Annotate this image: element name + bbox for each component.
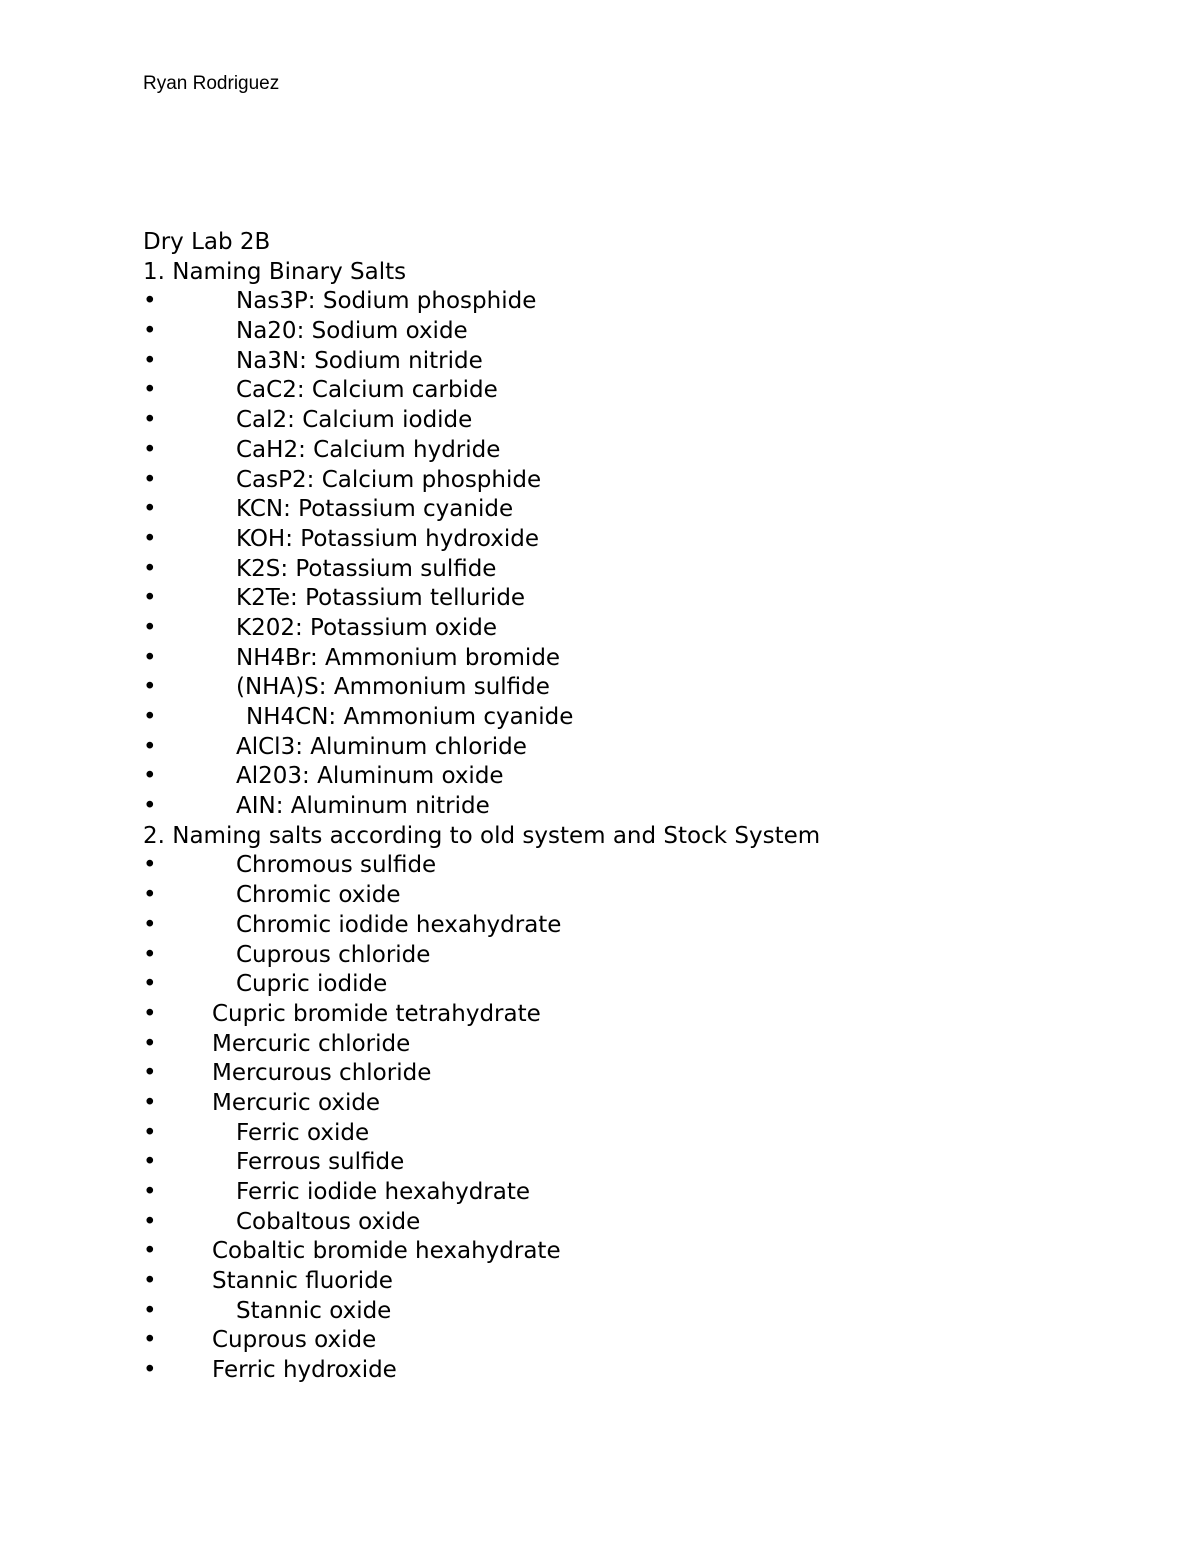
- list-item-text: KOH: Potassium hydroxide: [236, 525, 540, 552]
- list-item-text: K2S: Potassium sulfide: [236, 555, 497, 582]
- list-item-text: Mercurous chloride: [212, 1060, 432, 1087]
- list-item: [143, 1089, 820, 1119]
- list-item: [143, 762, 820, 792]
- list-item-text: Chromous sulfide: [236, 852, 437, 879]
- bullet-icon: •: [143, 614, 157, 641]
- list-item: [143, 436, 820, 466]
- document-title: Dry Lab 2B: [143, 229, 271, 255]
- bullet-icon: •: [143, 793, 157, 820]
- list-item-text: CaH2: Calcium hydride: [236, 436, 501, 463]
- list-item-text: Ferrous sulfide: [236, 1149, 405, 1176]
- list-item-text: Cupric iodide: [236, 971, 388, 998]
- bullet-icon: •: [143, 941, 157, 968]
- bullet-icon: •: [143, 1119, 157, 1146]
- list-item: [143, 495, 820, 525]
- list-item-text: KCN: Potassium cyanide: [236, 496, 514, 523]
- list-item-text: K202: Potassium oxide: [236, 614, 498, 641]
- list-item: [143, 941, 820, 971]
- list-item: [143, 1030, 820, 1060]
- list-item: [143, 1297, 820, 1327]
- bullet-icon: •: [143, 733, 157, 760]
- list-item-text: NH4Br: Ammonium bromide: [236, 644, 561, 671]
- list-item-text: Cuprous chloride: [236, 941, 431, 968]
- bullet-icon: •: [143, 288, 157, 315]
- list-item: [143, 1178, 820, 1208]
- list-item: [143, 584, 820, 614]
- bullet-icon: •: [143, 525, 157, 552]
- list-item: [143, 792, 820, 822]
- list-item-text: Stannic fluoride: [212, 1268, 393, 1295]
- document-body: [143, 228, 820, 1386]
- list-item-text: (NHA)S: Ammonium sulfide: [236, 674, 550, 701]
- list-item-text: Na20: Sodium oxide: [236, 318, 468, 345]
- list-item-text: Cobaltous oxide: [236, 1208, 421, 1235]
- bullet-icon: •: [143, 436, 157, 463]
- bullet-icon: •: [143, 852, 157, 879]
- list-item-text: K2Te: Potassium telluride: [236, 585, 526, 612]
- list-item-text: Ferric hydroxide: [212, 1357, 397, 1384]
- list-item: [143, 287, 820, 317]
- bullet-icon: •: [143, 1268, 157, 1295]
- list-item-text: Stannic oxide: [236, 1297, 392, 1324]
- list-item-text: Cal2: Calcium iodide: [236, 407, 473, 434]
- list-item-text: AlCl3: Aluminum chloride: [236, 733, 527, 760]
- list-item-text: CasP2: Calcium phosphide: [236, 466, 542, 493]
- list-item: [143, 525, 820, 555]
- list-item: [143, 1237, 820, 1267]
- bullet-icon: •: [143, 1208, 157, 1235]
- list-item: [143, 614, 820, 644]
- list-item-text: Nas3P: Sodium phosphide: [236, 288, 537, 315]
- bullet-icon: •: [143, 1089, 157, 1116]
- list-item-text: Na3N: Sodium nitride: [236, 347, 483, 374]
- list-item: [143, 1000, 820, 1030]
- bullet-icon: •: [143, 1297, 157, 1324]
- list-item-text: Chromic iodide hexahydrate: [236, 911, 562, 938]
- list-item-text: Chromic oxide: [236, 882, 401, 909]
- list-item: [143, 970, 820, 1000]
- list-item-text: Mercuric oxide: [212, 1089, 381, 1116]
- list-item: [143, 1119, 820, 1149]
- bullet-icon: •: [143, 318, 157, 345]
- list-item: [143, 851, 820, 881]
- list-item: [143, 555, 820, 585]
- list-item-text: Ferric oxide: [236, 1119, 370, 1146]
- bullet-icon: •: [143, 971, 157, 998]
- list-item: [143, 466, 820, 496]
- list-item-text: Cupric bromide tetrahydrate: [212, 1000, 541, 1027]
- list-item: [143, 376, 820, 406]
- list-item: [143, 911, 820, 941]
- list-item-text: AIN: Aluminum nitride: [236, 793, 490, 820]
- list-item-text: Ferric iodide hexahydrate: [236, 1179, 531, 1205]
- list-item: [143, 1148, 820, 1178]
- bullet-icon: •: [143, 1149, 157, 1176]
- bullet-icon: •: [143, 407, 157, 434]
- bullet-icon: •: [143, 704, 157, 730]
- bullet-icon: •: [143, 585, 157, 612]
- list-item: [143, 1267, 820, 1297]
- bullet-icon: •: [143, 1179, 157, 1205]
- bullet-icon: •: [143, 1060, 157, 1087]
- list-item-text: NH4CN: Ammonium cyanide: [246, 704, 574, 730]
- bullet-icon: •: [143, 644, 157, 671]
- list-item-text: CaC2: Calcium carbide: [236, 377, 498, 404]
- bullet-icon: •: [143, 763, 157, 790]
- list-item-text: Mercuric chloride: [212, 1030, 411, 1057]
- bullet-icon: •: [143, 347, 157, 374]
- bullet-icon: •: [143, 466, 157, 493]
- list-item-text: Al203: Aluminum oxide: [236, 763, 504, 790]
- author-name: Ryan Rodriguez: [143, 73, 280, 94]
- list-item: [143, 406, 820, 436]
- bullet-icon: •: [143, 1030, 157, 1057]
- list-item: [143, 1059, 820, 1089]
- list-item: [143, 673, 820, 703]
- list-item: [143, 881, 820, 911]
- bullet-icon: •: [143, 377, 157, 404]
- list-item: [143, 317, 820, 347]
- bullet-icon: •: [143, 496, 157, 523]
- bullet-icon: •: [143, 1357, 157, 1384]
- list-item: [143, 644, 820, 674]
- list-item: [143, 733, 820, 763]
- bullet-icon: •: [143, 911, 157, 938]
- bullet-icon: •: [143, 1327, 157, 1354]
- list-item-text: Cobaltic bromide hexahydrate: [212, 1238, 561, 1265]
- list-item: [143, 1208, 820, 1238]
- bullet-icon: •: [143, 1238, 157, 1265]
- section-1-heading: 1. Naming Binary Salts: [143, 258, 407, 285]
- bullet-icon: •: [143, 882, 157, 909]
- bullet-icon: •: [143, 1000, 157, 1027]
- list-item: [143, 347, 820, 377]
- bullet-icon: •: [143, 674, 157, 701]
- list-item: [143, 1356, 820, 1386]
- list-item: [143, 703, 820, 733]
- list-item: [143, 1326, 820, 1356]
- list-item-text: Cuprous oxide: [212, 1327, 377, 1354]
- section-2-heading: 2. Naming salts according to old system and Stock System: [143, 822, 821, 849]
- bullet-icon: •: [143, 555, 157, 582]
